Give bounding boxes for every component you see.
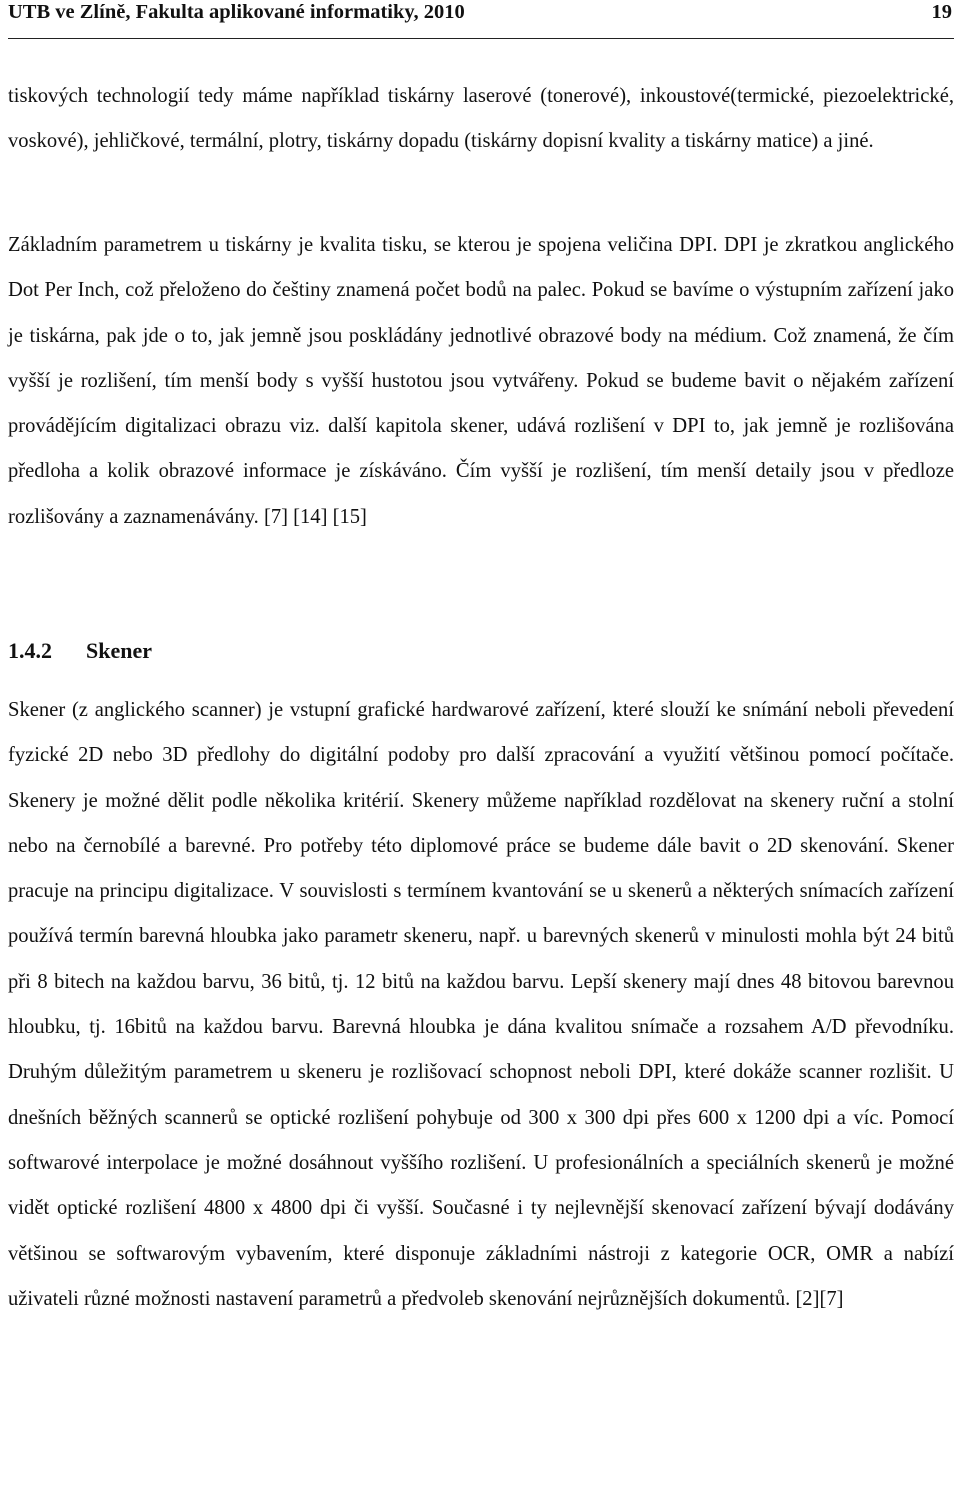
paragraph-printing-technologies: tiskových technologií tedy máme například tiskárny laserové (tonerové), inkoustové(termické, piezoelektrické, voskové), jehličkové, termální, plotry, tiskárny dopadu (tiskárny dopisní kvality a tiskárny matice) a jiné. [8, 85, 954, 153]
section-title: Skener [86, 638, 152, 663]
paragraph-dpi: Základním parametrem u tiskárny je kvalita tisku, se kterou je spojena veličina DPI. DPI je zkratkou anglického Dot Per Inch, což přeloženo do češtiny znamená počet bodů na palec. Pokud se bavíme o výstupním zařízení jako je tiskárna, pak jde o to, jak jemně jsou poskládány jednotlivé obrazové body na médium. Což znamená, že čím vyšší je rozlišení, tím menší body s vyšší hustotou jsou vytvářeny. Pokud se budeme bavit o nějakém zařízení provádějícím digitalizaci obrazu viz. další kapitola skener, udává rozlišení v DPI to, jak jemně je rozlišována předloha a kolik obrazové informace je získáváno. Čím vyšší je rozlišení, tím menší detaily jsou v předloze rozlišovány a zaznamenávány. [7] [14] [15] [8, 234, 954, 528]
section-number: 1.4.2 [8, 638, 52, 663]
header-title: UTB ve Zlíně, Fakulta aplikované informatiky, 2010 [8, 1, 465, 23]
section-heading [8, 636, 152, 666]
page-number: 19 [931, 1, 952, 23]
page-header [8, 0, 954, 39]
paragraph-scanner: Skener (z anglického scanner) je vstupní grafické hardwarové zařízení, které slouží ke snímání neboli převedení fyzické 2D nebo 3D předlohy do digitální podoby pro další zpracování a využití většinou pomocí počítače. Skenery je možné dělit podle několika kritérií. Skenery můžeme například rozdělovat na skenery ruční a stolní nebo na černobílé a barevné. Pro potřeby této diplomové práce se budeme dále bavit o 2D skenování. Skener pracuje na principu digitalizace. V souvislosti s termínem kvantování se u skenerů a některých snímacích zařízení používá termín barevná hloubka jako parametr skeneru, např. u barevných skenerů v minulosti mohla být 24 bitů při 8 bitech na každou barvu, 36 bitů, tj. 12 bitů na každou barvu. Lepší skenery mají dnes 48 bitovou barevnou hloubku, tj. 16bitů na každou barvu. Barevná hloubka je dána kvalitou snímače a rozsahem A/D převodníku. Druhým důležitým parametrem u skeneru je rozlišovací schopnost neboli DPI, které dokáže scanner rozlišit. U dnešních běžných scannerů se optické rozlišení pohybuje od 300 x 300 dpi přes 600 x 1200 dpi a víc. Pomocí softwarové interpolace je možné dosáhnout vyššího rozlišení. U profesionálních a speciálních skenerů je možné vidět optické rozlišení 4800 x 4800 dpi či vyšší. Současné i ty nejlevnější skenovací zařízení bývají dodávány většinou se softwarovým vybavením, které disponuje základními nástroji z kategorie OCR, OMR a nabízí uživateli různé možnosti nastavení parametrů a předvoleb skenování nejrůznějších dokumentů. [2][7] [8, 699, 954, 1310]
